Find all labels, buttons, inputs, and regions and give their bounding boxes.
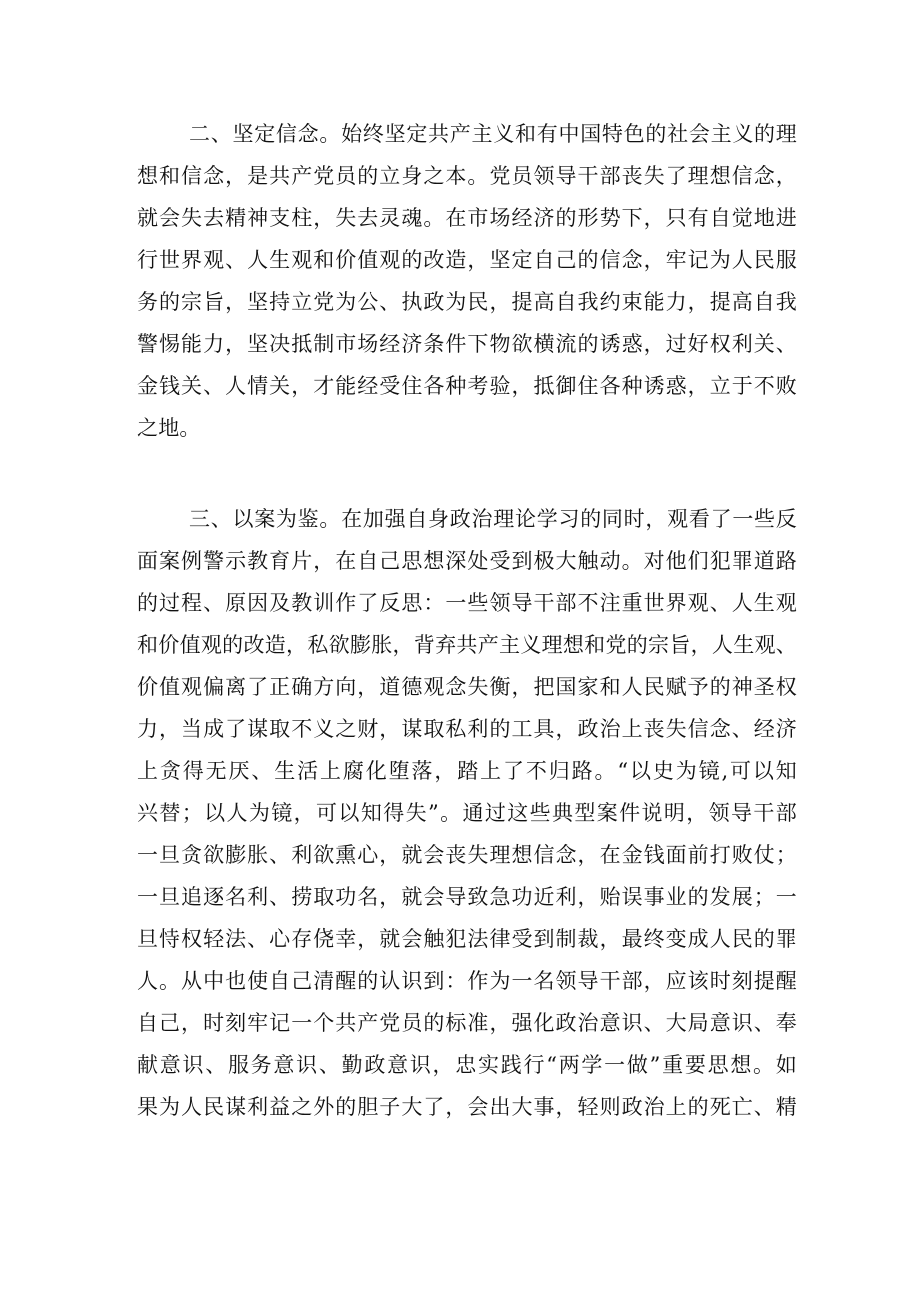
paragraph-line: 二、坚定信念。始终坚定共产主义和有中国特色的社会主义的理 — [189, 122, 797, 146]
paragraph-line: 和价值观的改造，私欲膨胀，背弃共产主义理想和党的宗旨，人生观、 — [137, 633, 797, 657]
paragraph-line: 面案例警示教育片，在自己思想深处受到极大触动。对他们犯罪道路 — [137, 549, 797, 573]
paragraph-line: 想和信念，是共产党员的立身之本。党员领导干部丧失了理想信念， — [137, 164, 797, 188]
paragraph-line: 就会失去精神支柱，失去灵魂。在市场经济的形势下，只有自觉地进 — [137, 206, 797, 230]
paragraph-line: 之地。 — [137, 416, 201, 440]
paragraph-line: 一旦贪欲膨胀、利欲熏心，就会丧失理想信念，在金钱面前打败仗； — [137, 843, 797, 867]
paragraph-lessons-from-cases — [137, 498, 797, 1128]
paragraph-line: 兴替；以人为镜，可以知得失”。通过这些典型案件说明，领导干部 — [137, 801, 797, 825]
paragraph-line: 金钱关、人情关，才能经受住各种考验，抵御住各种诱惑，立于不败 — [137, 374, 797, 398]
paragraph-line: 行世界观、人生观和价值观的改造，坚定自己的信念，牢记为人民服 — [137, 248, 797, 272]
paragraph-line: 上贪得无厌、生活上腐化堕落，踏上了不归路。“以史为镜,可以知 — [137, 759, 797, 783]
paragraph-line: 价值观偏离了正确方向，道德观念失衡，把国家和人民赋予的神圣权 — [137, 675, 797, 699]
paragraph-line: 自己，时刻牢记一个共产党员的标准，强化政治意识、大局意识、奉 — [137, 1011, 797, 1035]
paragraph-line: 旦恃权轻法、心存侥幸，就会触犯法律受到制裁，最终变成人民的罪 — [137, 927, 797, 951]
paragraph-line: 力，当成了谋取不义之财，谋取私利的工具，政治上丧失信念、经济 — [137, 717, 797, 741]
paragraph-line: 的过程、原因及教训作了反思：一些领导干部不注重世界观、人生观 — [137, 591, 797, 615]
paragraph-line: 务的宗旨，坚持立党为公、执政为民，提高自我约束能力，提高自我 — [137, 290, 797, 314]
paragraph-line: 人。从中也使自己清醒的认识到：作为一名领导干部，应该时刻提醒 — [137, 969, 797, 993]
paragraph-firm-belief — [137, 113, 797, 449]
paragraph-line: 果为人民谋利益之外的胆子大了，会出大事，轻则政治上的死亡、精 — [137, 1095, 797, 1119]
paragraph-line: 三、以案为鉴。在加强自身政治理论学习的同时，观看了一些反 — [189, 507, 797, 531]
paragraph-line: 一旦追逐名利、捞取功名，就会导致急功近利，贻误事业的发展；一 — [137, 885, 797, 909]
paragraph-line: 警惕能力，坚决抵制市场经济条件下物欲横流的诱惑，过好权利关、 — [137, 332, 797, 356]
paragraph-line: 献意识、服务意识、勤政意识，忠实践行“两学一做”重要思想。如 — [137, 1053, 797, 1077]
